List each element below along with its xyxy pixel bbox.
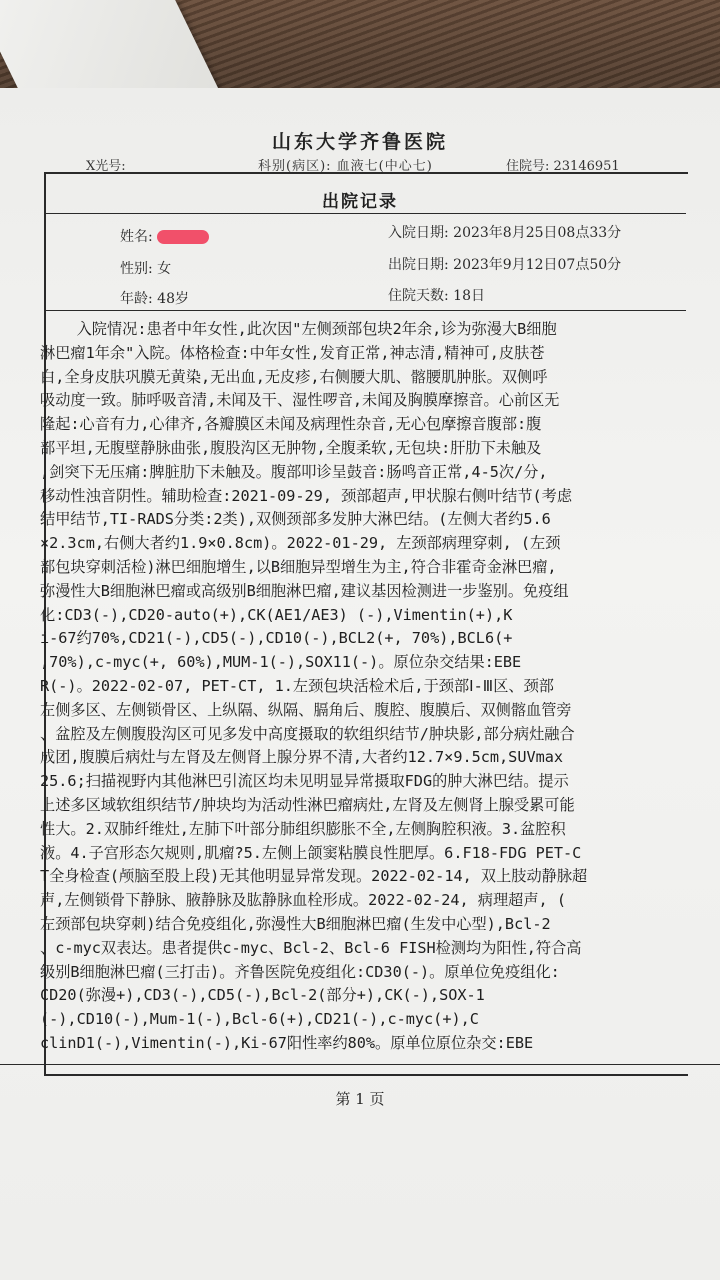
body-line: 液。4.子宫形态欠规则,肌瘤?5.左侧上颌窦粘膜良性肥厚。6.F18-FDG PET-C	[40, 843, 582, 862]
body-line: 左侧多区、左侧锁骨区、上纵隔、纵隔、膈角后、腹腔、腹膜后、双侧髂血管旁	[40, 700, 572, 719]
patient-name	[120, 226, 209, 246]
body-line: 左颈部包块穿刺)结合免疫组化,弥漫性大B细胞淋巴瘤(生发中心型),Bcl-2	[40, 914, 551, 933]
body-line: clinD1(-),Vimentin(-),Ki-67阳性率约80%。原单位原位杂交:EBE	[40, 1033, 534, 1052]
body-line: 性大。2.双肺纤维灶,左肺下叶部分肺组织膨胀不全,左侧胸腔积液。3.盆腔积	[40, 819, 566, 838]
body-line: 移动性浊音阴性。辅助检查:2021-09-29, 颈部超声,甲状腺右侧叶结节(考虑	[40, 486, 573, 505]
body-line: 吸动度一致。肺呼吸音清,未闻及干、湿性啰音,未闻及胸膜摩擦音。心前区无	[40, 391, 560, 410]
inpatient-number: 住院号: 23146951	[506, 159, 620, 174]
body-line: 白,全身皮肤巩膜无黄染,无出血,无皮疹,右侧腰大肌、髂腰肌肿胀。双侧呼	[40, 367, 548, 386]
body-line: T全身检查(颅脑至股上段)无其他明显异常发现。2022-02-14, 双上肢动静脉超	[40, 867, 588, 886]
body-line: (-),CD10(-),Mum-1(-),Bcl-6(+),CD21(-),c-myc(+),C	[40, 1010, 479, 1029]
document-title: 出院记录	[322, 192, 398, 212]
name-label: 姓名:	[120, 229, 153, 245]
discharge-date: 出院日期: 2023年9月12日07点50分	[388, 257, 622, 273]
body-line: 淋巴瘤1年余"入院。体格检查:中年女性,发育正常,神志清,精神可,皮肤苍	[40, 343, 545, 362]
body-line: 化:CD3(-),CD20-auto(+),CK(AE1/AE3) (-),Vimentin(+),K	[40, 605, 513, 624]
hospital-stay-days: 住院天数: 18日	[388, 288, 485, 304]
name-redaction	[157, 230, 209, 244]
body-line: 、c-myc双表达。患者提供c-myc、Bcl-2、Bcl-6 FISH检测均为阳性,符合高	[40, 938, 582, 957]
page-number: 第 1 页	[335, 1090, 385, 1108]
body-line: 部包块穿刺活检)淋巴细胞增生,以B细胞异型增生为主,符合非霍奇金淋巴瘤,	[40, 557, 557, 576]
admission-date: 入院日期: 2023年8月25日08点33分	[388, 225, 622, 241]
hospital-name: 山东大学齐鲁医院	[271, 131, 448, 153]
body-line: 25.6;扫描视野内其他淋巴引流区均未见明显异常摄取FDG的肿大淋巴结。提示	[40, 772, 569, 791]
body-line: 级别B细胞淋巴瘤(三打击)。齐鲁医院免疫组化:CD30(-)。原单位免疫组化:	[40, 962, 560, 981]
xray-number-label: X光号:	[86, 159, 126, 174]
body-line: 弥漫性大B细胞淋巴瘤或高级别B细胞淋巴瘤,建议基因检测进一步鉴别。免疫组	[40, 581, 569, 600]
body-line: 隆起:心音有力,心律齐,各瓣膜区未闻及病理性杂音,无心包摩擦音腹部:腹	[40, 415, 542, 434]
body-line: 结甲结节,TI-RADS分类:2类),双侧颈部多发肿大淋巴结。(左侧大者约5.6	[40, 510, 551, 529]
patient-gender: 性别: 女	[120, 261, 172, 277]
body-line: ,70%),c-myc(+, 60%),MUM-1(-),SOX11(-)。原位杂交结果:EBE	[40, 653, 522, 672]
body-line: R(-)。2022-02-07, PET-CT, 1.左颈包块活检术后,于颈部Ⅰ-Ⅲ区、颈部	[40, 676, 554, 695]
admission-summary-text	[40, 318, 720, 1056]
department-label: 科别(病区): 血液七(中心七)	[258, 159, 433, 174]
body-line: ,剑突下无压痛:脾脏肋下未触及。腹部叩诊呈鼓音:肠鸣音正常,4-5次/分,	[40, 462, 548, 481]
bottom-divider	[0, 1064, 720, 1065]
title-divider	[44, 213, 686, 214]
body-line: CD20(弥漫+),CD3(-),CD5(-),Bcl-2(部分+),CK(-),SOX-1	[40, 986, 485, 1005]
patient-age: 年龄: 48岁	[120, 291, 189, 307]
body-line: ×2.3cm,右侧大者约1.9×0.8cm)。2022-01-29, 左颈部病理穿刺, (左颈	[40, 534, 561, 553]
body-line: 、盆腔及左侧腹股沟区可见多发中高度摄取的软组织结节/肿块影,部分病灶融合	[40, 724, 575, 743]
body-line: 成团,腹膜后病灶与左肾及左侧肾上腺分界不清,大者约12.7×9.5cm,SUVmax	[40, 748, 564, 767]
body-line: i-67约70%,CD21(-),CD5(-),CD10(-),BCL2(+, 70%),BCL6(+	[40, 629, 513, 648]
body-line: 声,左侧锁骨下静脉、腋静脉及肱静脉血栓形成。2022-02-24, 病理超声, (	[40, 891, 566, 910]
info-divider	[44, 310, 686, 311]
body-line: 部平坦,无腹壁静脉曲张,腹股沟区无肿物,全腹柔软,无包块:肝肋下未触及	[40, 438, 542, 457]
body-line: 入院情况:患者中年女性,此次因"左侧颈部包块2年余,诊为弥漫大B细胞	[40, 320, 557, 338]
body-line: 上述多区域软组织结节/肿块均为活动性淋巴瘤病灶,左肾及左侧肾上腺受累可能	[40, 795, 575, 814]
